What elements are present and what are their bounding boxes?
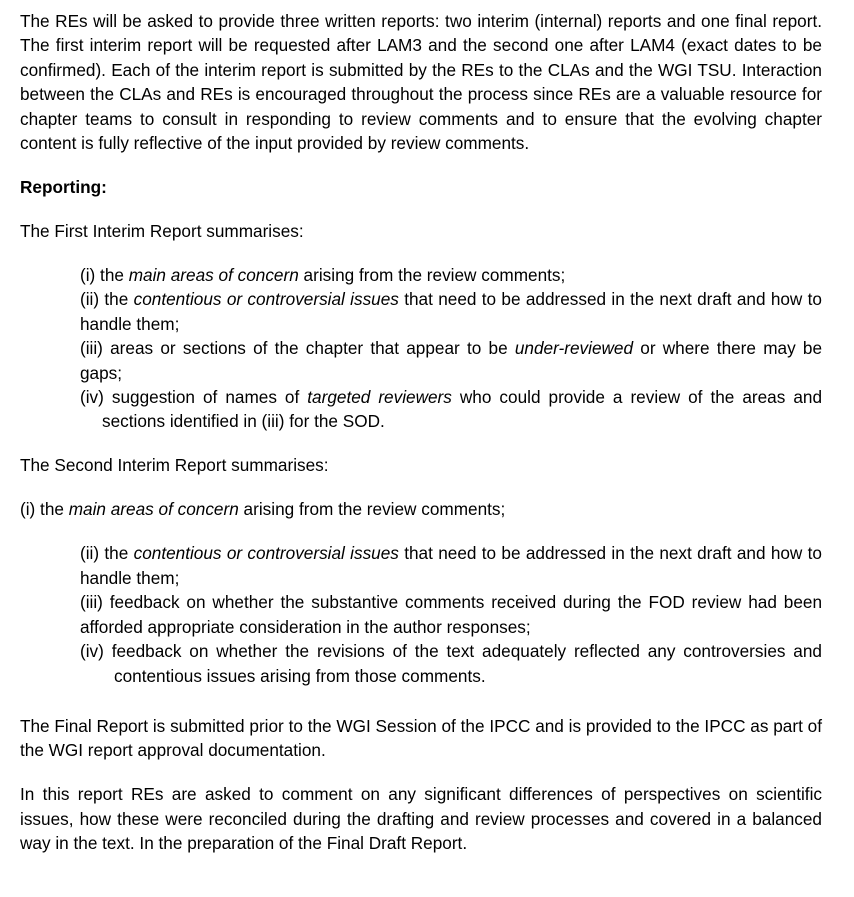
second-report-item: (ii) the contentious or controversial issues that need to be addressed in the next draft and how to handle them; <box>80 543 822 588</box>
second-report-item: (iv) feedback on whether the revisions of the text adequately reflected any controversies and contentious issues arising from those comments. <box>80 641 822 686</box>
document-page <box>20 9 822 856</box>
second-report-list <box>80 541 822 687</box>
closing-paragraph: In this report REs are asked to comment on any significant differences of perspectives on scientific issues, how these were reconciled during the drafting and review processes and covered in a balanced way in the text. In the preparation of the Final Draft Report. <box>20 784 822 854</box>
second-report-lead: The Second Interim Report summarises: <box>20 455 329 476</box>
intro-paragraph: The REs will be asked to provide three written reports: two interim (internal) reports and one final report. The first interim report will be requested after LAM3 and the second one after LAM4 (exact dates to be confirmed). Each of the interim report is submitted by the REs to the CLAs and the WGI TSU. Interaction between the CLAs and REs is encouraged throughout the process since REs are a valuable resource for chapter teams to consult in responding to review comments and to ensure that the evolving chapter content is fully reflective of the input provided by review comments. <box>20 11 822 154</box>
second-report-item: (i) the main areas of concern arising from the review comments; <box>20 499 506 520</box>
final-report-paragraph: The Final Report is submitted prior to the WGI Session of the IPCC and is provided to the IPCC as part of the WGI report approval documentation. <box>20 715 822 761</box>
first-report-item: (iii) areas or sections of the chapter that appear to be under-reviewed or where there may be gaps; <box>80 338 823 383</box>
first-report-list <box>80 263 822 434</box>
first-report-item: (i) the main areas of concern arising from the review comments; <box>80 265 566 286</box>
first-report-lead: The First Interim Report summarises: <box>20 221 304 242</box>
second-report-item: (iii) feedback on whether the substantive comments received during the FOD review had been afforded appropriate consideration in the author responses; <box>80 592 822 637</box>
first-report-item: (ii) the contentious or controversial issues that need to be addressed in the next draft and how to handle them; <box>80 289 822 334</box>
reporting-heading: Reporting: <box>20 177 107 198</box>
first-report-item: (iv) suggestion of names of targeted reviewers who could provide a review of the areas and sections identified in (iii) for the SOD. <box>80 387 823 432</box>
